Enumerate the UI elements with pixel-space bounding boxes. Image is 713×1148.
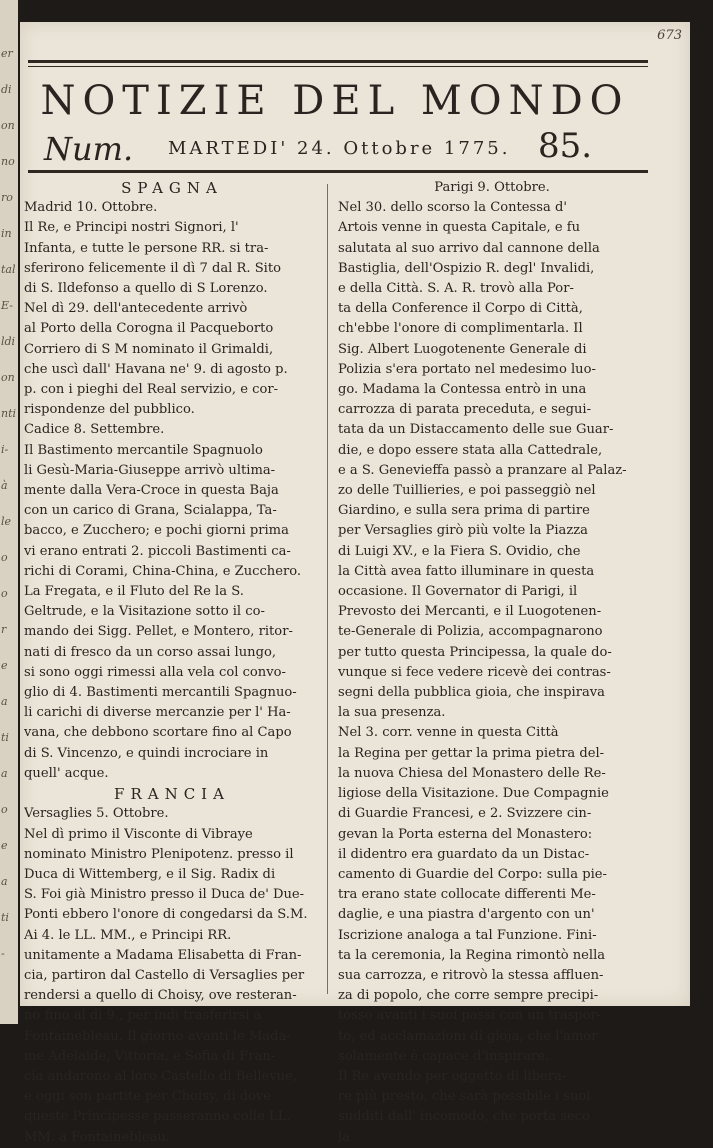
dateline: MARTEDI' 24. Ottobre 1775. bbox=[168, 138, 511, 159]
text-line: che uscì dall' Havana ne' 9. di agosto p. bbox=[24, 361, 288, 377]
dateline-heading: Parigi 9. Ottobre. bbox=[434, 180, 550, 195]
prev-page-fragment: er bbox=[1, 47, 13, 60]
text-line: mando dei Sigg. Pellet, e Montero, ritor- bbox=[24, 624, 293, 640]
prev-page-fragment: r bbox=[1, 623, 7, 636]
issue-number: 85. bbox=[538, 126, 593, 166]
text-line: ta della Conference il Corpo di Città, bbox=[338, 301, 583, 317]
text-line: Nel dì 29. dell'antecedente arrivò bbox=[24, 301, 248, 317]
text-line: per Versaglies girò più volte la Piazza bbox=[338, 523, 588, 539]
text-line: Infanta, e tutte le persone RR. si tra- bbox=[24, 240, 269, 256]
text-line: il didentro era guardato da un Distac- bbox=[338, 846, 590, 862]
text-line: Geltrude, e la Visitazione sotto il co- bbox=[24, 604, 265, 620]
right-column bbox=[338, 178, 646, 1148]
text-line: te-Generale di Polizia, accompagnarono bbox=[338, 624, 603, 640]
text-line: Nel 30. dello scorso la Contessa d' bbox=[338, 200, 567, 216]
text-line: li Gesù-Maria-Giuseppe arrivò ultima- bbox=[24, 462, 276, 478]
text-line: bacco, e Zucchero; e pochi giorni prima bbox=[24, 523, 289, 539]
text-line: mente dalla Vera-Croce in questa Baja bbox=[24, 483, 279, 499]
text-line: glio di 4. Bastimenti mercantili Spagnuo- bbox=[24, 685, 297, 701]
column-divider bbox=[327, 184, 328, 994]
text-line: MM. a Fontainebleau. bbox=[24, 1129, 170, 1145]
text-line: tra erano state collocate differenti Me- bbox=[338, 887, 596, 903]
prev-page-fragment: le bbox=[1, 515, 12, 528]
text-line: S. Foi già Ministro presso il Duca de' Due- bbox=[24, 887, 305, 903]
dateline-heading: Versaglies 5. Ottobre. bbox=[24, 806, 169, 822]
newspaper-page bbox=[20, 22, 690, 1145]
text-line: Corriero di S M nominato il Grimaldi, bbox=[24, 341, 274, 357]
text-line: Il Re avendo per oggetto di libera- bbox=[338, 1068, 567, 1084]
text-line: ligiose della Visitazione. Due Compagnie bbox=[338, 786, 609, 802]
text-line: rendersi a quello di Choisy, ove resteran- bbox=[24, 988, 297, 1004]
prev-page-fragment: on bbox=[1, 119, 15, 132]
text-line: vana, che debbono scortare fino al Capo bbox=[24, 725, 292, 741]
text-line: sudditi dall' incomodo, che porta seco bbox=[338, 1109, 590, 1125]
prev-page-fragment: ldi bbox=[1, 335, 16, 348]
text-line: la Regina per gettar la prima pietra del- bbox=[338, 745, 605, 761]
prev-page-fragment: ro bbox=[1, 191, 13, 204]
prev-page-fragment: in bbox=[1, 227, 12, 240]
text-line: solamente è capace d'inspirare. bbox=[338, 1048, 549, 1064]
text-line: e a S. Genevieffa passò a pranzare al Palaz- bbox=[338, 462, 627, 478]
text-line: Sig. Albert Luogotenente Generale di bbox=[338, 341, 587, 357]
text-line: la sua presenza. bbox=[338, 705, 446, 721]
prev-page-fragment: i- bbox=[1, 443, 9, 456]
text-line: p. con i pieghi del Real servizio, e cor- bbox=[24, 382, 279, 398]
text-line: La Fregata, e il Fluto del Re la S. bbox=[24, 584, 244, 600]
prev-page-fragment: o bbox=[1, 587, 8, 600]
text-line: quell' acque. bbox=[24, 765, 109, 781]
text-line: Nel 3. corr. venne in questa Città bbox=[338, 725, 559, 741]
text-line: Giardino, e sulla sera prima di partire bbox=[338, 503, 590, 519]
prev-page-fragment: on bbox=[1, 371, 15, 384]
text-line: la Città avea fatto illuminare in questa bbox=[338, 563, 595, 579]
text-line: segni della pubblica gioia, che inspirava bbox=[338, 685, 605, 701]
text-line: ta la ceremonia, la Regina rimontò nella bbox=[338, 947, 606, 963]
text-line: to, ed acclamazioni di gioja, che l'amor bbox=[338, 1028, 598, 1044]
prev-page-fragment: no bbox=[1, 155, 15, 168]
left-column bbox=[24, 178, 320, 1148]
text-line: queste Principesse passeranno colle LL. bbox=[24, 1109, 291, 1125]
text-line: la nuova Chiesa del Monastero delle Re- bbox=[338, 765, 606, 781]
text-line: Bastiglia, dell'Ospizio R. degl' Invalidi, bbox=[338, 260, 595, 276]
text-line: Il Re, e Principi nostri Signori, l' bbox=[24, 220, 239, 236]
text-line: unitamente a Madama Elisabetta di Fran- bbox=[24, 947, 302, 963]
text-line: richi di Corami, China-China, e Zucchero. bbox=[24, 563, 302, 579]
text-line: no fino al dì 9., per indi trasferirsi a bbox=[24, 1008, 262, 1024]
text-line: Ai 4. le LL. MM., e Principi RR. bbox=[24, 927, 232, 943]
text-line: ch'ebbe l'onore di complimentarla. Il bbox=[338, 321, 583, 337]
prev-page-fragment: ti bbox=[1, 731, 9, 744]
text-line: Iscrizione analoga a tal Funzione. Fini- bbox=[338, 927, 597, 943]
text-line: e della Città. S. A. R. trovò alla Por- bbox=[338, 281, 574, 297]
previous-page-edge bbox=[0, 0, 18, 1024]
section-heading: SPAGNA bbox=[121, 179, 223, 197]
top-rule bbox=[28, 60, 648, 63]
num-label: Num. bbox=[44, 130, 134, 168]
text-line: daglie, e una piastra d'argento con un' bbox=[338, 907, 595, 923]
text-line: vunque si fece vedere ricevè dei contras- bbox=[338, 664, 611, 680]
text-line: e oggi son partite per Choisy, di dove bbox=[24, 1089, 272, 1105]
text-line: nominato Ministro Plenipotenz. presso il bbox=[24, 846, 294, 862]
text-line: salutata al suo arrivo dal cannone della bbox=[338, 240, 600, 256]
prev-page-fragment: a bbox=[1, 875, 8, 888]
prev-page-fragment: o bbox=[1, 551, 8, 564]
text-line: per tutto questa Principessa, la quale do- bbox=[338, 644, 612, 660]
text-line: tosso avanti i suoi passi con un traspor- bbox=[338, 1008, 602, 1024]
prev-page-fragment: tal bbox=[1, 263, 16, 276]
text-line: me Adelaide, Vittoria, e Sofia di Fran- bbox=[24, 1048, 276, 1064]
text-line: Polizia s'era portato nel medesimo luo- bbox=[338, 361, 596, 377]
text-line: re più presto, che sarà possibile i suoi bbox=[338, 1089, 591, 1105]
text-line: di S. Vincenzo, e quindi incrociare in bbox=[24, 745, 269, 761]
text-line: za di popolo, che corre sempre precipi- bbox=[338, 988, 599, 1004]
text-line: Ponti ebbero l'onore di congedarsi da S.M. bbox=[24, 907, 308, 923]
section-heading: FRANCIA bbox=[114, 785, 230, 804]
header-bottom-rule bbox=[28, 170, 648, 173]
text-line: Nel dì primo il Visconte di Vibraye bbox=[24, 826, 253, 842]
text-line: occasione. Il Governator di Parigi, il bbox=[338, 584, 578, 600]
text-line: la bbox=[338, 1129, 350, 1145]
dateline-heading: Cadice 8. Settembre. bbox=[24, 422, 165, 438]
dateline-heading: Madrid 10. Ottobre. bbox=[24, 200, 158, 216]
text-line: al Porto della Corogna il Pacqueborto bbox=[24, 321, 274, 337]
prev-page-fragment: - bbox=[1, 947, 5, 960]
text-line: tata da un Distaccamento delle sue Guar- bbox=[338, 422, 614, 438]
text-line: go. Madama la Contessa entrò in una bbox=[338, 382, 587, 398]
prev-page-fragment: di bbox=[1, 83, 12, 96]
prev-page-fragment: o bbox=[1, 803, 8, 816]
text-line: die, e dopo essere stata alla Cattedrale, bbox=[338, 442, 603, 458]
prev-page-fragment: e bbox=[1, 659, 8, 672]
text-line: Il Bastimento mercantile Spagnuolo bbox=[24, 442, 263, 458]
prev-page-fragment: E- bbox=[1, 299, 13, 312]
prev-page-fragment: a bbox=[1, 767, 8, 780]
text-line: li carichi di diverse mercanzie per l' Ha- bbox=[24, 705, 291, 721]
text-line: nati di fresco da un corso assai lungo, bbox=[24, 644, 277, 660]
text-line: rispondenze del pubblico. bbox=[24, 402, 195, 418]
text-line: di Luigi XV., e la Fiera S. Ovidio, che bbox=[338, 543, 581, 559]
top-rule-thin bbox=[28, 66, 648, 67]
text-line: sua carrozza, e ritrovò la stessa affluen- bbox=[338, 967, 604, 983]
page-number: 673 bbox=[657, 28, 682, 43]
text-line: si sono oggi rimessi alla vela col convo- bbox=[24, 664, 286, 680]
text-line: sferirono felicemente il dì 7 dal R. Sito bbox=[24, 260, 281, 276]
text-line: zo delle Tuillieries, e poi passeggiò nel bbox=[338, 483, 596, 499]
text-line: cia, partiron dal Castello di Versaglies per bbox=[24, 967, 305, 983]
text-line: Artois venne in questa Capitale, e fu bbox=[338, 220, 581, 236]
text-line: carrozza di parata preceduta, e segui- bbox=[338, 402, 592, 418]
prev-page-fragment: à bbox=[1, 479, 8, 492]
issue-row bbox=[20, 126, 650, 176]
text-line: Prevosto dei Mercanti, e il Luogotenen- bbox=[338, 604, 602, 620]
masthead-title: NOTIZIE DEL MONDO bbox=[40, 78, 630, 124]
prev-page-fragment: ti bbox=[1, 911, 9, 924]
text-line: camento di Guardie del Corpo: sulla pie- bbox=[338, 866, 607, 882]
text-line: di S. Ildefonso a quello di S Lorenzo. bbox=[24, 281, 268, 297]
text-line: Fontainebleau. Il giorno avanti le Mada- bbox=[24, 1028, 291, 1044]
text-line: gevan la Porta esterna del Monastero: bbox=[338, 826, 593, 842]
text-line: cia andarono al loro Castello di Bellevue, bbox=[24, 1068, 298, 1084]
prev-page-fragment: nti bbox=[1, 407, 17, 420]
prev-page-fragment: a bbox=[1, 695, 8, 708]
text-line: Duca di Wittemberg, e il Sig. Radix di bbox=[24, 866, 276, 882]
text-line: di Guardie Francesi, e 2. Svizzere cin- bbox=[338, 806, 592, 822]
prev-page-fragment: e bbox=[1, 839, 8, 852]
text-line: con un carico di Grana, Scialappa, Ta- bbox=[24, 503, 277, 519]
text-line: vi erano entrati 2. piccoli Bastimenti ca- bbox=[24, 543, 291, 559]
